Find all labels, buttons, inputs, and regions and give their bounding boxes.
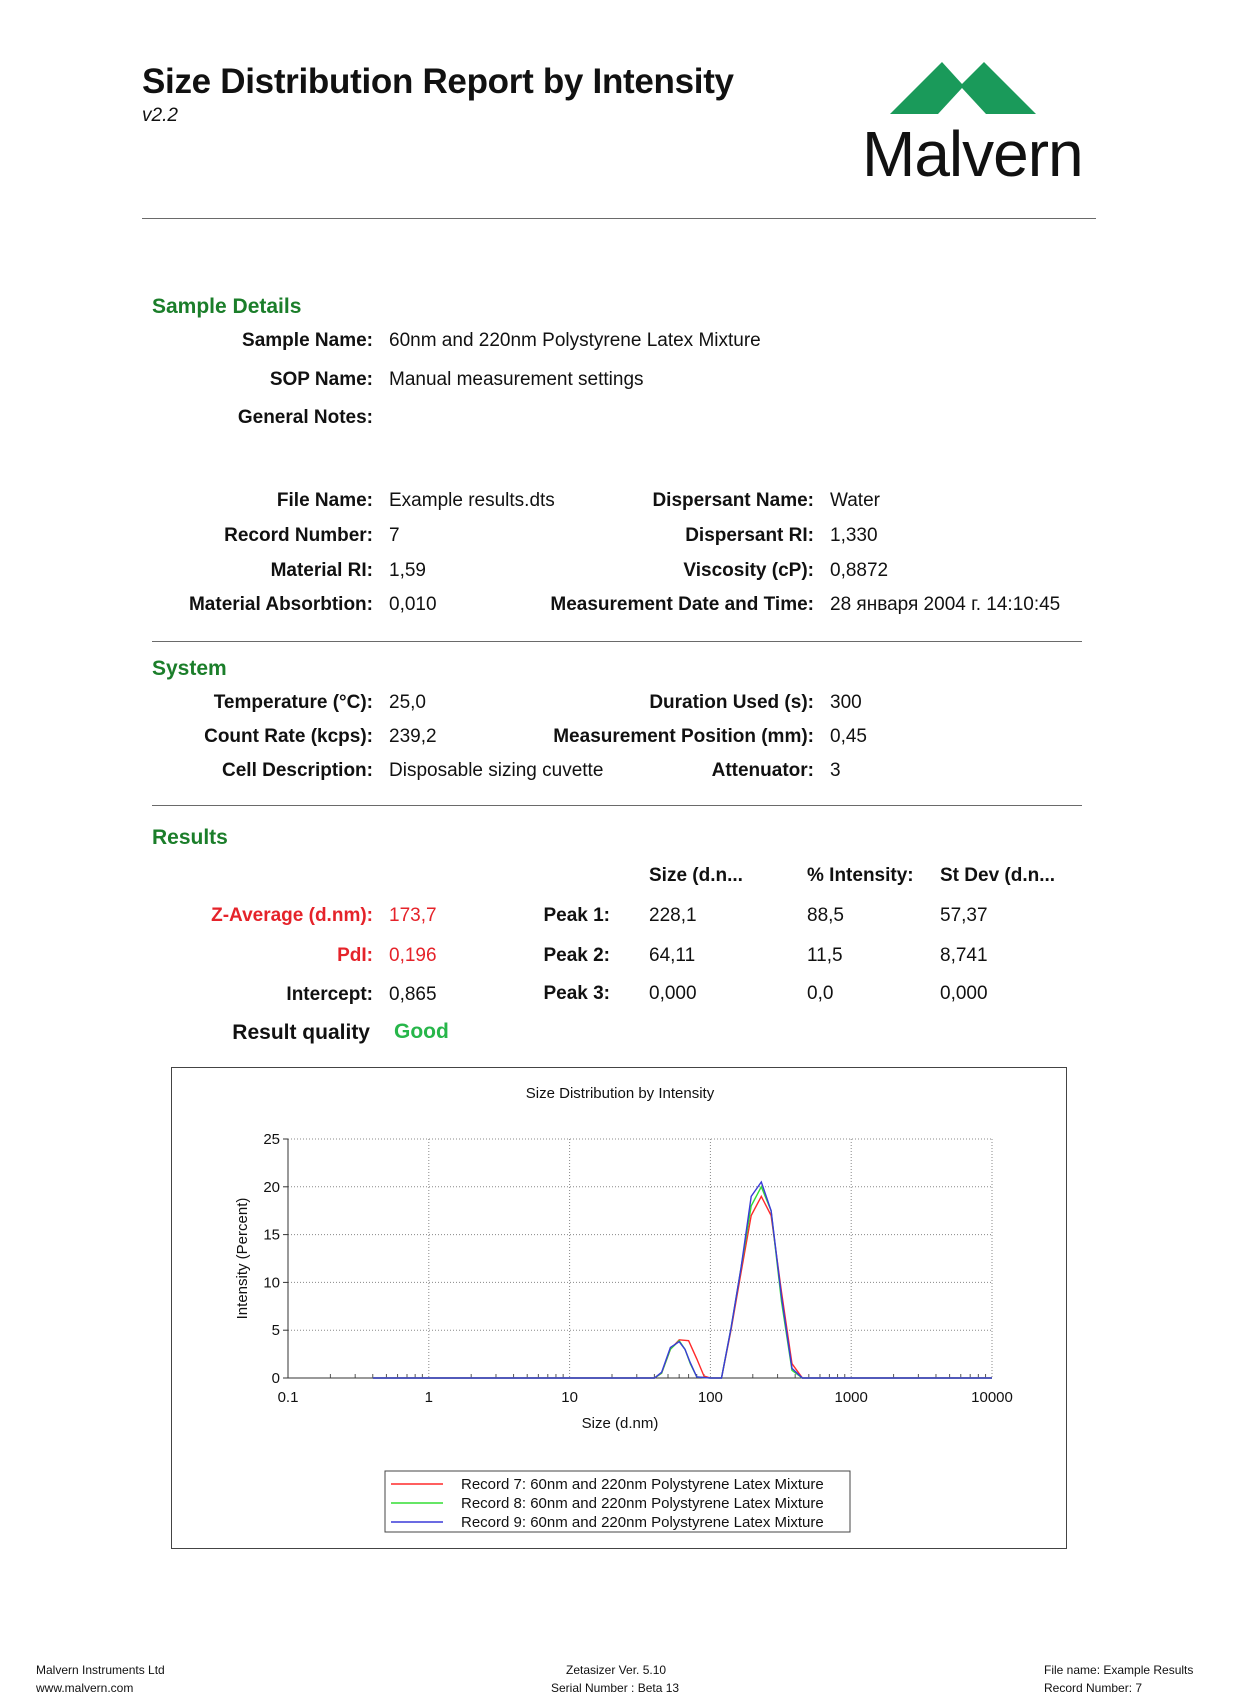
sop-name-value: Manual measurement settings: [389, 369, 644, 390]
footer-software: Zetasizer Ver. 5.10: [566, 1663, 667, 1677]
chart-svg: [172, 1068, 1066, 1548]
intercept-label: Intercept:: [286, 984, 373, 1005]
record-number-value: 7: [389, 525, 400, 546]
series-line-1: [373, 1196, 992, 1378]
cell-description-label: Cell Description:: [222, 760, 373, 781]
y-tick-label: 10: [263, 1274, 280, 1292]
footer-serial: Serial Number : Beta 13: [551, 1681, 680, 1695]
peak-1-stdev: 57,37: [940, 905, 988, 926]
dispersant-ri-value: 1,330: [830, 525, 878, 546]
peak-2-stdev: 8,741: [940, 945, 988, 966]
report-title: Size Distribution Report by Intensity: [142, 62, 734, 101]
attenuator-label: Attenuator:: [711, 760, 814, 781]
position-value: 0,45: [830, 726, 867, 747]
pdi-value: 0,196: [389, 945, 437, 966]
y-tick-label: 5: [271, 1322, 280, 1340]
peak-3-stdev: 0,000: [940, 983, 988, 1004]
measurement-date-label: Measurement Date and Time:: [550, 594, 814, 615]
peak-3-size: 0,000: [649, 983, 697, 1004]
result-quality-label: Result quality: [232, 1021, 370, 1044]
sample-name-label: Sample Name:: [242, 330, 373, 351]
peak-1-intensity: 88,5: [807, 905, 844, 926]
peak-1-label: Peak 1:: [543, 905, 610, 926]
legend-label: Record 9: 60nm and 220nm Polystyrene Latex Mixture: [461, 1514, 824, 1531]
duration-label: Duration Used (s):: [649, 692, 814, 713]
measurement-date-value: 28 января 2004 г. 14:10:45: [830, 594, 1061, 615]
material-ri-label: Material RI:: [270, 560, 373, 581]
x-axis-label: Size (d.nm): [581, 1415, 659, 1432]
peak-3-label: Peak 3:: [543, 983, 610, 1004]
dispersant-ri-label: Dispersant RI:: [685, 525, 814, 546]
header-divider: [142, 218, 1096, 219]
viscosity-label: Viscosity (cP):: [683, 560, 814, 581]
x-tick-label: 0.1: [277, 1389, 299, 1406]
system-divider: [152, 805, 1082, 806]
peak-2-intensity: 11,5: [807, 945, 843, 966]
cell-description-value: Disposable sizing cuvette: [389, 760, 604, 781]
col-stdev-header: St Dev (d.n...: [940, 865, 1056, 886]
logo-text: Malvern: [862, 118, 1083, 190]
y-tick-label: 0: [271, 1370, 280, 1387]
y-axis-label: Intensity (Percent): [234, 1197, 251, 1320]
attenuator-value: 3: [830, 760, 841, 781]
sop-name-label: SOP Name:: [269, 369, 373, 390]
general-notes-label: General Notes:: [237, 407, 373, 428]
peak-2-label: Peak 2:: [543, 945, 610, 966]
peak-1-size: 228,1: [649, 905, 697, 926]
report-version: v2.2: [142, 105, 178, 126]
record-number-label: Record Number:: [224, 525, 373, 546]
temperature-value: 25,0: [389, 692, 426, 713]
footer-record-number: Record Number: 7: [1044, 1681, 1143, 1695]
count-rate-value: 239,2: [389, 726, 437, 747]
footer-file-name: File name: Example Results: [1044, 1663, 1194, 1677]
chart-title: Size Distribution by Intensity: [525, 1085, 715, 1102]
x-tick-label: 10000: [971, 1389, 1013, 1406]
x-tick-label: 100: [697, 1389, 723, 1406]
malvern-logo-icon: [890, 62, 1050, 114]
sample-name-value: 60nm and 220nm Polystyrene Latex Mixture: [389, 330, 761, 351]
x-tick-label: 1: [424, 1389, 433, 1406]
sample-divider: [152, 641, 1082, 642]
footer-website-link[interactable]: www.malvern.com: [36, 1681, 134, 1695]
y-tick-label: 25: [263, 1131, 280, 1148]
temperature-label: Temperature (°C):: [213, 692, 373, 713]
file-name-label: File Name:: [276, 490, 373, 511]
dispersant-name-label: Dispersant Name:: [652, 490, 814, 511]
pdi-label: PdI:: [337, 945, 373, 966]
z-average-label: Z-Average (d.nm):: [211, 905, 373, 926]
legend-label: Record 7: 60nm and 220nm Polystyrene Latex Mixture: [461, 1476, 824, 1493]
file-name-value: Example results.dts: [389, 490, 555, 511]
y-tick-label: 20: [263, 1178, 280, 1196]
size-distribution-chart: [171, 1067, 1067, 1549]
peak-3-intensity: 0,0: [807, 983, 834, 1004]
count-rate-label: Count Rate (kcps):: [204, 726, 373, 747]
material-ri-value: 1,59: [389, 560, 426, 581]
legend-label: Record 8: 60nm and 220nm Polystyrene Latex Mixture: [461, 1495, 824, 1512]
result-quality-value: Good: [394, 1020, 449, 1043]
x-tick-label: 10: [561, 1389, 578, 1406]
z-average-value: 173,7: [389, 905, 437, 926]
col-intensity-header: % Intensity:: [807, 865, 914, 886]
viscosity-value: 0,8872: [830, 560, 889, 581]
intercept-value: 0,865: [389, 984, 437, 1005]
y-tick-label: 15: [263, 1226, 280, 1244]
dispersant-name-value: Water: [830, 490, 880, 511]
sample-details-heading: Sample Details: [152, 295, 302, 318]
series-line-3: [373, 1182, 992, 1378]
col-size-header: Size (d.n...: [649, 865, 743, 886]
footer-company: Malvern Instruments Ltd: [36, 1663, 165, 1677]
peak-2-size: 64,11: [649, 945, 696, 966]
duration-value: 300: [830, 692, 862, 713]
x-tick-label: 1000: [834, 1389, 868, 1406]
material-absorption-label: Material Absorbtion:: [188, 594, 373, 615]
results-heading: Results: [152, 826, 228, 849]
position-label: Measurement Position (mm):: [553, 726, 814, 747]
system-heading: System: [152, 657, 227, 680]
material-absorption-value: 0,010: [389, 594, 437, 615]
